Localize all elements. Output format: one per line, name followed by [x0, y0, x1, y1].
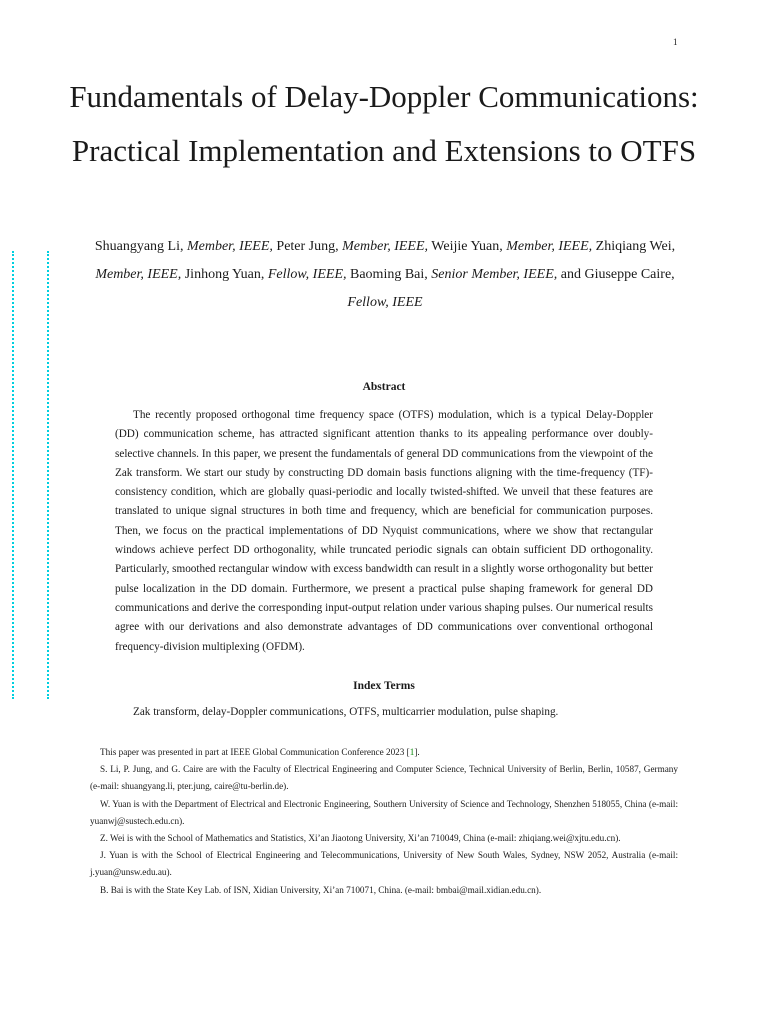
footnote-affiliation: W. Yuan is with the Department of Electrical and Electronic Engineering, Southern University of Science and Technology, Shenzhen 518055, China (e-mail: yuanwj@sustech.edu.cn).: [90, 798, 678, 826]
abstract-text: The recently proposed orthogonal time frequency space (OTFS) modulation, which is a typical Delay-Doppler (DD) communication scheme, has attracted significant attention thanks to its appealing performance over doubly-selective channels. In this paper, we present the fundamentals of general DD communications from the viewpoint of the Zak transform. We start our study by constructing DD domain basis functions aligning with the time-frequency (TF)- consistency condition, which are globally quasi-periodic and locally twisted-shifted. We unveil that these features are translated to unique signal structures in both time and frequency, which are beneficial for communication purposes. Then, we focus on the practical implementations of DD Nyquist communications, where we show that rectangular windows achieve perfect DD orthogonality, while truncated periodic signals can obtain sufficient DD orthogonality. Particularly, smoothed rectangular window with excess bandwidth can result in a slightly worse orthogonality but better pulse localization in the DD domain. Furthermore, we present a practical pulse shaping framework for general DD communications and derive the corresponding input-output relation under various shaping pulses. Our numerical results agree with our derivations and also demonstrate advantages of DD communications over conventional orthogonal frequency-division multiplexing (OFDM).: [115, 409, 653, 653]
author-affiliation: Senior Member, IEEE,: [431, 267, 558, 282]
author-name: Peter Jung,: [276, 239, 339, 254]
footnote-affiliation: B. Bai is with the State Key Lab. of ISN, Xidian University, Xi’an 710071, China. (e-mail: bmbai@mail.xidian.edu.cn).: [100, 884, 542, 895]
author-name: Jinhong Yuan,: [184, 267, 265, 282]
abstract-heading: Abstract: [362, 381, 406, 393]
index-terms-text: Zak transform, delay-Doppler communications, OTFS, multicarrier modulation, pulse shaping.: [133, 706, 559, 718]
author-affiliation: Fellow, IEEE,: [267, 267, 347, 282]
index-terms-heading: Index Terms: [353, 680, 415, 692]
author-affiliation: Member, IEEE,: [506, 239, 593, 254]
paper-title: Fundamentals of Delay-Doppler Communications: Practical Implementation and Extensions to OTFS: [69, 79, 699, 168]
author-affiliation: Member, IEEE,: [95, 267, 182, 282]
author-name: Shuangyang Li,: [94, 239, 184, 254]
page-number: 1: [673, 37, 678, 47]
citation-link[interactable]: 1: [409, 747, 415, 757]
author-affiliation: Member, IEEE,: [186, 239, 273, 254]
footnote-presented: [90, 744, 678, 761]
margin-marker: [12, 251, 49, 699]
footnote-affiliation: J. Yuan is with the School of Electrical Engineering and Telecommunications, University of New South Wales, Sydney, NSW 2052, Australia (e-mail: j.yuan@unsw.edu.au).: [90, 850, 678, 878]
footnote-affiliation: Z. Wei is with the School of Mathematics and Statistics, Xi’an Jiaotong University, Xi’an 710049, China (e-mail: zhiqiang.wei@xjtu.edu.cn).: [100, 833, 621, 844]
author-name: Baoming Bai,: [350, 267, 428, 282]
footnotes: [90, 744, 678, 899]
footnote-text: This paper was presented in part at IEEE Global Communication Conference 2023 [: [100, 747, 410, 757]
author-list: [90, 233, 680, 317]
footnote-affiliation: S. Li, P. Jung, and G. Caire are with the Faculty of Electrical Engineering and Computer Science, Technical University of Berlin, Berlin, 10587, Germany (e-mail: shuangyang.li, pter.jung, caire@tu-berlin.de).: [90, 764, 678, 792]
author-name: Zhiqiang Wei,: [595, 239, 676, 254]
author-name: and Giuseppe Caire,: [560, 267, 675, 282]
footnote-text: ].: [414, 747, 420, 757]
author-affiliation: Member, IEEE,: [342, 239, 429, 254]
author-name: Weijie Yuan,: [431, 239, 503, 254]
author-affiliation: Fellow, IEEE: [347, 295, 423, 310]
